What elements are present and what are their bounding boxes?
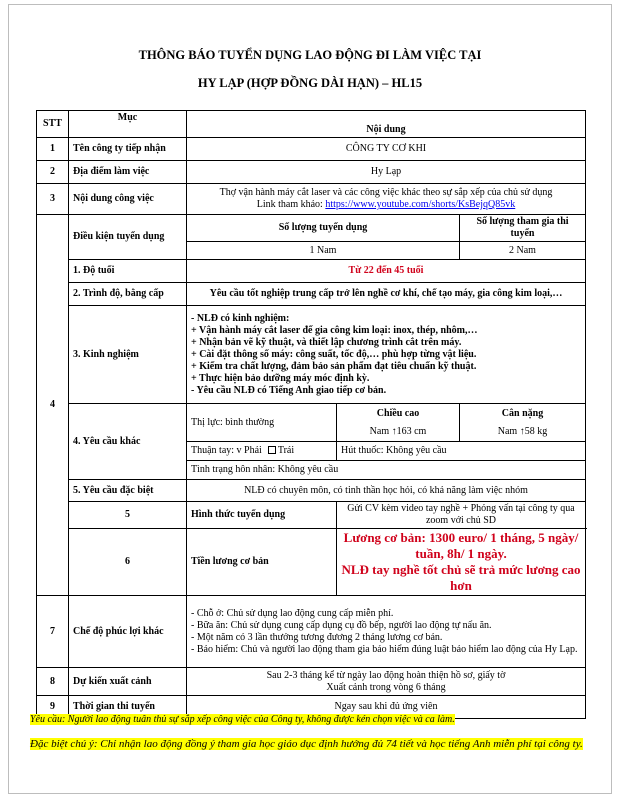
header-noi-dung: Nội dung — [187, 111, 586, 138]
list-item: - Bữa ăn: Chủ sử dụng cung cấp dụng cụ đồ bếp, người lao động tự nấu ăn. — [191, 619, 492, 631]
education-value: Yêu cầu tốt nghiệp trung cấp trở lên nghề cơ khí, chế tạo máy, gia công kim loại,… — [187, 283, 586, 306]
header-row — [37, 111, 586, 138]
list-item: + Thực hiện bảo dưỡng máy móc định kỳ. — [191, 372, 370, 384]
exam-time: Ngay sau khi đủ ứng viên — [187, 696, 586, 719]
recruitment-table — [36, 110, 586, 719]
job-description — [187, 184, 586, 215]
weight-value: Nam ↑58 kg — [497, 425, 548, 437]
row-label: Tiền lương cơ bản — [187, 529, 337, 596]
header-muc: Mục — [69, 111, 187, 138]
link-prefix: Link tham khảo: — [256, 199, 326, 210]
exam-quantity-value: 2 Nam — [460, 242, 586, 260]
reference-link[interactable]: https://www.youtube.com/shorts/KsBejqQ85vk — [325, 199, 516, 210]
special-requirements-label: 5. Yêu cầu đặc biệt — [69, 480, 187, 502]
table-row — [37, 480, 586, 502]
list-item: + Nhận bản vẽ kỹ thuật, và thiết lập chương trình cắt trên máy. — [191, 336, 462, 348]
note-requirement — [30, 713, 590, 727]
note-requirement-text: Yêu cầu: Người lao động tuân thủ sự sắp xếp công việc của Công ty, không được kén chọn việc và ca làm. — [30, 714, 455, 725]
table-row — [37, 306, 586, 404]
row-label: Thời gian thi tuyển — [69, 696, 187, 719]
recruitment-method: Gửi CV kèm video tay nghề + Phỏng vấn tại công ty qua zoom với chủ SD — [337, 502, 586, 529]
table-row — [37, 668, 586, 696]
list-item: - Yêu cầu NLĐ có Tiếng Anh giao tiếp cơ bản. — [191, 384, 387, 396]
row-label: Nội dung công việc — [69, 184, 187, 215]
row-number: 7 — [37, 596, 69, 668]
list-item: + Cài đặt thông số máy: công suất, tốc độ,… phù hợp từng vật liệu. — [191, 348, 477, 360]
table-row — [37, 502, 586, 529]
salary-line-1: Lương cơ bản: 1300 euro/ 1 tháng, 5 ngày/ tuần, 8h/ 1 ngày. — [343, 530, 579, 561]
eyesight: Thị lực: bình thường — [187, 404, 337, 442]
quantity-label: Số lượng tuyển dụng — [187, 215, 460, 242]
row-label: Tên công ty tiếp nhận — [69, 138, 187, 161]
checkbox-icon — [268, 446, 276, 454]
salary-line-2: NLĐ tay nghề tốt chủ sẽ trả mức lương cao hơn — [341, 562, 581, 593]
row-label: Hình thức tuyển dụng — [187, 502, 337, 529]
height-value: Nam ↑163 cm — [369, 425, 427, 437]
row-number: 5 — [69, 502, 187, 529]
row-number: 3 — [37, 184, 69, 215]
departure-line-1: Sau 2-3 tháng kể từ ngày lao động hoàn thiện hồ sơ, giấy tờ — [266, 669, 506, 681]
document-title-line-1: THÔNG BÁO TUYỂN DỤNG LAO ĐỘNG ĐI LÀM VIỆC TẠI — [138, 48, 482, 62]
list-item: - Một năm có 3 lần thưởng tương đương 2 tháng lương cơ bản. — [191, 631, 443, 643]
company-name: CÔNG TY CƠ KHI — [187, 138, 586, 161]
row-number: 9 — [37, 696, 69, 719]
departure-cell — [187, 668, 586, 696]
table-row — [37, 138, 586, 161]
note-special-attention-text: Đặc biệt chú ý: Chỉ nhận lao động đồng ý tham gia học giáo dục định hướng đủ 74 tiết và học tiếng Anh miễn phí tại công ty. — [30, 738, 583, 750]
quantity-value: 1 Nam — [187, 242, 460, 260]
list-item: + Vận hành máy cắt laser để gia công kim loại: inox, thép, nhôm,… — [191, 324, 478, 336]
list-item: + Kiểm tra chất lượng, đảm bảo sản phẩm đạt tiêu chuẩn kỹ thuật. — [191, 360, 477, 372]
row-number: 1 — [37, 138, 69, 161]
work-location: Hy Lạp — [187, 161, 586, 184]
handedness-right: Thuận tay: v Phải — [191, 445, 262, 456]
experience-label: 3. Kinh nghiệm — [69, 306, 187, 404]
age-label: 1. Độ tuổi — [69, 260, 187, 283]
table-row — [37, 260, 586, 283]
list-item: - Chỗ ở: Chủ sử dụng lao động cung cấp miễn phí. — [191, 607, 394, 619]
table-row — [37, 184, 586, 215]
table-row — [37, 596, 586, 668]
table-row — [37, 283, 586, 306]
benefits-list — [187, 596, 586, 668]
weight-cell — [460, 404, 586, 442]
marital-status: Tình trạng hôn nhân: Không yêu cầu — [187, 461, 586, 480]
other-requirements-label: 4. Yêu cầu khác — [69, 404, 187, 480]
smoking: Hút thuốc: Không yêu cầu — [337, 442, 586, 461]
table-row — [37, 215, 586, 242]
row-number: 4 — [37, 215, 69, 596]
handedness-left: Trái — [277, 445, 295, 456]
row-number: 2 — [37, 161, 69, 184]
job-description-text: Thợ vận hành máy cắt laser và các công việc khác theo sự sắp xếp của chủ sử dụng — [219, 187, 553, 198]
header-stt: STT — [37, 111, 69, 138]
experience-list — [187, 306, 586, 404]
special-requirements-value: NLĐ có chuyên môn, có tinh thần học hỏi, có khả năng làm việc nhóm — [187, 480, 586, 502]
height-label: Chiều cao — [376, 407, 420, 419]
table-row — [37, 529, 586, 596]
departure-line-2: Xuất cảnh trong vòng 6 tháng — [326, 681, 446, 693]
row-number: 8 — [37, 668, 69, 696]
handedness — [187, 442, 337, 461]
row-label: Dự kiến xuất cảnh — [69, 668, 187, 696]
list-item: - Bảo hiểm: Chủ và người lao động tham gia bảo hiểm đúng luật bảo hiểm lao động của Hy Lạp. — [191, 643, 578, 655]
document-title-line-2: HY LẠP (HỢP ĐỒNG DÀI HẠN) – HL15 — [197, 76, 423, 90]
age-value: Từ 22 đến 45 tuổi — [187, 260, 586, 283]
row-label: Điều kiện tuyển dụng — [69, 215, 187, 260]
height-cell — [337, 404, 460, 442]
exam-quantity-label: Số lượng tham gia thi tuyển — [460, 215, 586, 242]
list-item: - NLĐ có kinh nghiệm: — [191, 312, 290, 324]
note-special-attention — [30, 737, 590, 752]
row-label: Địa điểm làm việc — [69, 161, 187, 184]
table-row — [37, 161, 586, 184]
weight-label: Cân nặng — [501, 407, 544, 419]
education-label: 2. Trình độ, bằng cấp — [69, 283, 187, 306]
salary-cell — [337, 529, 586, 596]
table-row — [37, 404, 586, 442]
row-number: 6 — [69, 529, 187, 596]
row-label: Chế độ phúc lợi khác — [69, 596, 187, 668]
